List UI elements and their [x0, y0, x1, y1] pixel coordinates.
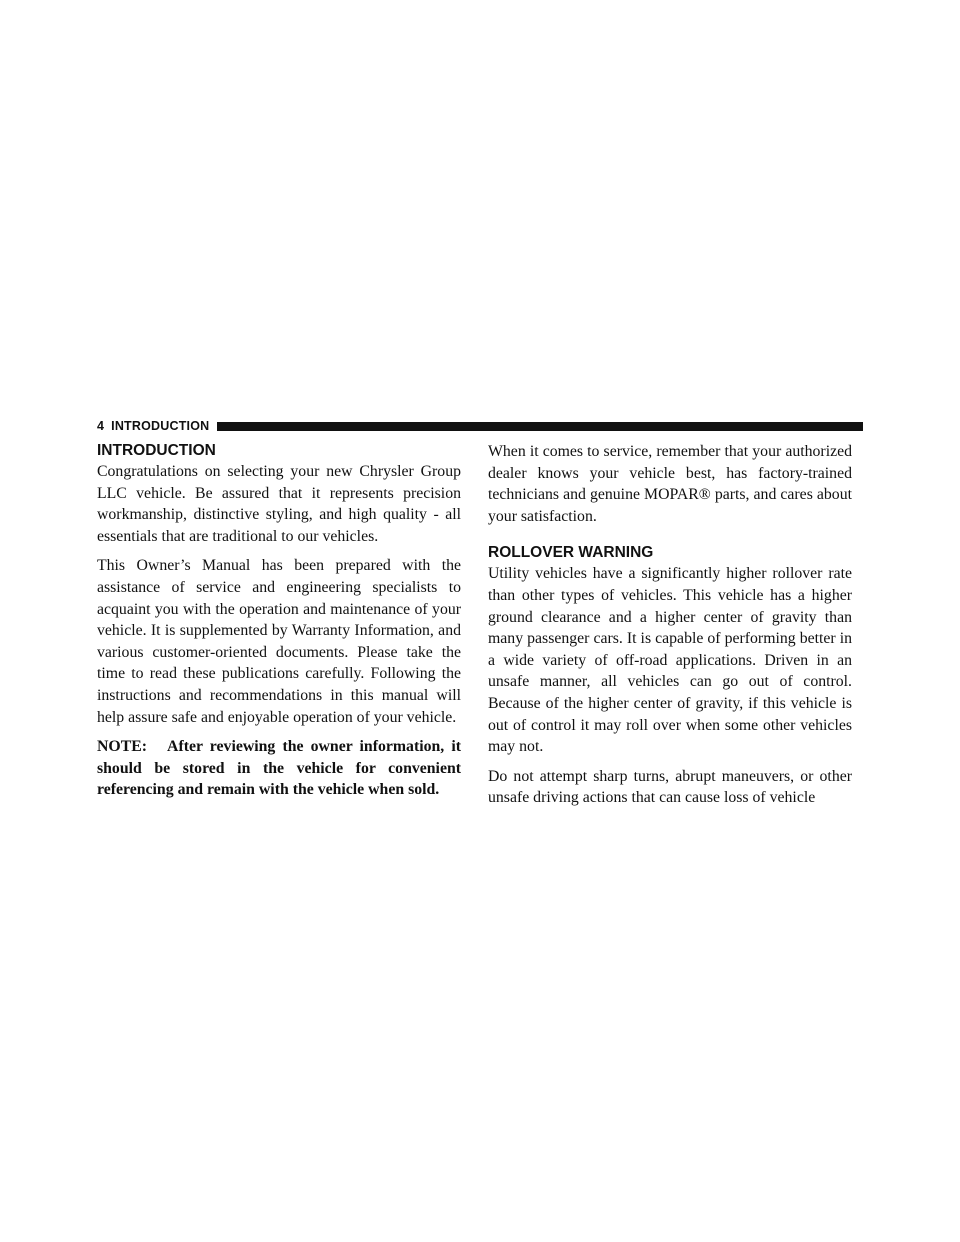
service-paragraph: When it comes to service, remember that your authorized dealer knows your vehicle best, has factory-trained technicians and genuine MOPAR® parts, and cares about your satisfaction. — [488, 443, 852, 525]
right-column — [488, 441, 852, 817]
note-text: After reviewing the owner information, it should be stored in the vehicle for convenient referencing and remain with the vehicle when sold. — [97, 738, 461, 799]
left-column — [97, 441, 461, 809]
rollover-rate-paragraph: Utility vehicles have a significantly higher rollover rate than other types of vehicles. This vehicle has a higher ground clearance and a higher center of gravity than many passenger cars. It is capable of performing better in a wide variety of off-road applications. Driven in an unsafe manner, all vehicles can go out of control. Because of the higher center of gravity, if this vehicle is out of control it may roll over when some other vehicles may not. — [488, 565, 852, 756]
header-section-title: INTRODUCTION — [111, 419, 210, 433]
introduction-heading: INTRODUCTION — [97, 442, 216, 459]
note-label: NOTE: — [97, 738, 148, 756]
sharp-turns-paragraph: Do not attempt sharp turns, abrupt maneuvers, or other unsafe driving actions that can cause loss of vehicle — [488, 767, 852, 807]
rollover-warning-heading: ROLLOVER WARNING — [488, 544, 654, 562]
note-paragraph — [97, 736, 461, 801]
page-number: 4 — [97, 419, 105, 433]
congratulations-paragraph: Congratulations on selecting your new Chrysler Group LLC vehicle. Be assured that it represents precision workmanship, distinctive styling, and high quality - all essentials that are traditional to our vehicles. — [97, 463, 461, 545]
header-rule — [217, 422, 863, 431]
page-header — [97, 418, 863, 434]
owners-manual-paragraph: This Owner’s Manual has been prepared with the assistance of service and engineering specialists to acquaint you with the operation and maintenance of your vehicle. It is supplemented by Warranty Information, and various customer-oriented documents. Please take the time to read these publications carefully. Following the instructions and recommendations in this manual will help assure safe and enjoyable operation of your vehicle. — [97, 557, 461, 726]
